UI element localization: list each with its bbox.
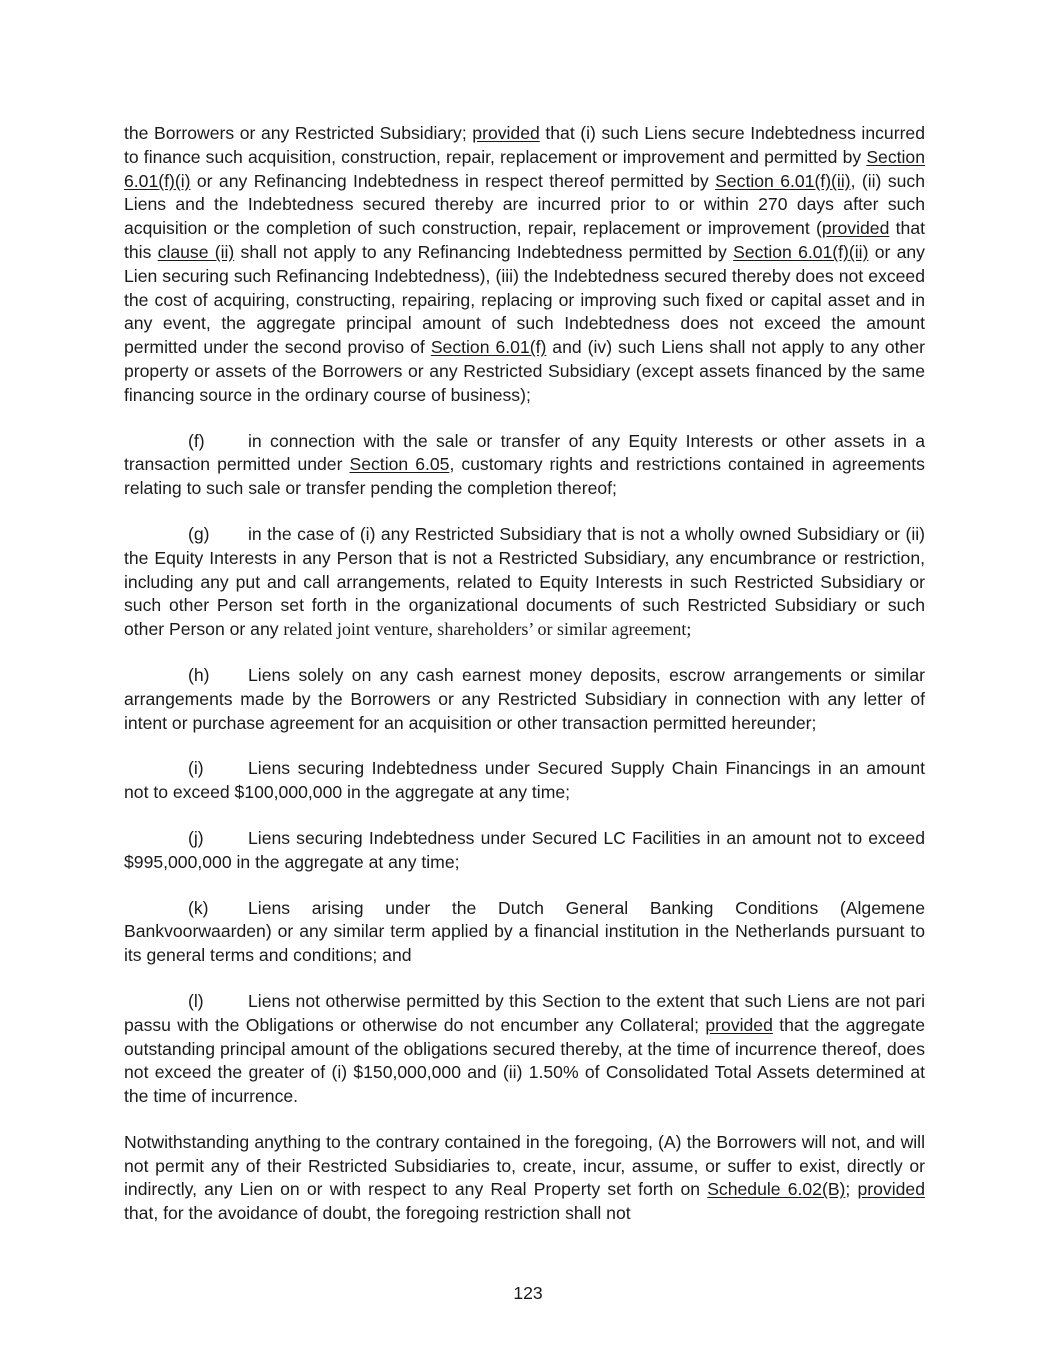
- text-run: and (iv) such Liens shall not apply to any other property or assets of the Borrowers or any Restricted Subsidiary (except assets financed by the same financing source in the ordinary course of business);: [124, 337, 925, 405]
- text-run: Notwithstanding anything to the contrary contained in the foregoing, (A) the Borrowers will not, and will not permit any of their Restricted Subsidiaries to, create, incur, assume, or suffer to exist, directly or indirectly, any Lien on or with respect to any Real Property set forth on: [124, 1131, 925, 1200]
- schedule-reference: Schedule 6.02(B): [707, 1179, 846, 1200]
- clause-j: [124, 827, 925, 875]
- clause-marker: (k): [188, 897, 209, 918]
- text-run: that this: [124, 218, 925, 262]
- text-run: , customary rights and restrictions contained in agreements relating to such sale or transfer pending the completion thereof;: [124, 454, 925, 499]
- underlined-term: provided: [857, 1179, 925, 1200]
- clause-marker: (i): [188, 758, 204, 779]
- page-number: 123: [513, 1283, 543, 1303]
- text-run: Liens solely on any cash earnest money deposits, escrow arrangements or similar arrangements made by the Borrowers or any Restricted Subsidiary in connection with any letter of intent or purchase agreement for an acquisition or other transaction permitted hereunder;: [124, 664, 925, 733]
- text-run: that, for the avoidance of doubt, the foregoing restriction shall not: [124, 1203, 631, 1224]
- clause-marker: (h): [188, 664, 210, 685]
- text-run: , (ii) such Liens and the Indebtedness secured thereby are incurred prior to or within 270 days after such acquisition or the completion of such construction, repair, replacement or improvement (: [124, 170, 925, 239]
- text-run: shall not apply to any Refinancing Indebtedness permitted by: [234, 241, 734, 262]
- text-run: Liens not otherwise permitted by this Section to the extent that such Liens are not pari passu with the Obligations or otherwise do not encumber any Collateral;: [124, 990, 925, 1035]
- clause-marker: (f): [188, 430, 205, 451]
- section-reference: Section 6.01(f)(ii): [733, 241, 869, 262]
- clause-h: [124, 664, 925, 735]
- section-reference: Section 6.01(f): [430, 337, 547, 358]
- section-reference: Section 6.01(f)(ii): [715, 170, 851, 191]
- clause-reference: clause (ii): [157, 241, 235, 262]
- underlined-term: provided: [705, 1014, 773, 1035]
- underlined-term: provided: [472, 123, 540, 143]
- clause-g: [124, 523, 925, 642]
- text-run-serif: related joint venture, shareholders’ or similar agreement;: [283, 619, 692, 640]
- text-run: that the aggregate outstanding principal amount of the obligations secured thereby, at the time of incurrence thereof, does not exceed the greater of (i) $150,000,000 and (ii) 1.50% of Consolidated Total Assets determined at the time of incurrence.: [124, 1014, 925, 1107]
- paragraph-e-continuation: [124, 122, 925, 408]
- text-run: or any Lien securing such Refinancing Indebtedness), (iii) the Indebtedness secured thereby does not exceed the cost of acquiring, constructing, repairing, replacing or improving such fixed or capital asset and in any event, the aggregate principal amount of such Indebtedness does not exceed the amount permitted under the second proviso of: [124, 241, 925, 358]
- underlined-term: provided: [821, 218, 890, 239]
- text-run: in the case of (i) any Restricted Subsidiary that is not a wholly owned Subsidiary or (ii) the Equity Interests in any Person that is not a Restricted Subsidiary, any encumbrance or restriction, including any put and call arrangements, related to Equity Interests in such Restricted Subsidiary or such other Person set forth in the organizational documents of such Restricted Subsidiary or such other Person or any: [124, 523, 925, 640]
- text-run: that (i) such Liens secure Indebtedness incurred to finance such acquisition, construction, repair, replacement or improvement and permitted by: [124, 123, 925, 167]
- document-body: [124, 122, 925, 1226]
- clause-i: [124, 757, 925, 805]
- clause-marker: (l): [188, 990, 204, 1011]
- notwithstanding-paragraph: [124, 1131, 925, 1226]
- text-run: the Borrowers or any Restricted Subsidiary;: [124, 123, 473, 143]
- text-run: Liens securing Indebtedness under Secured LC Facilities in an amount not to exceed $995,000,000 in the aggregate at any time;: [124, 827, 925, 872]
- clause-marker: (j): [188, 827, 204, 848]
- text-run: in connection with the sale or transfer of any Equity Interests or other assets in a transaction permitted under: [124, 430, 925, 475]
- clause-l: [124, 990, 925, 1109]
- text-run: or any Refinancing Indebtedness in respect thereof permitted by: [190, 170, 716, 191]
- text-run: Liens securing Indebtedness under Secured Supply Chain Financings in an amount not to exceed $100,000,000 in the aggregate at any time;: [124, 758, 925, 803]
- section-reference: Section 6.01(f)(i): [124, 146, 925, 191]
- text-run: Liens arising under the Dutch General Banking Conditions (Algemene Bankvoorwaarden) or any similar term applied by a financial institution in the Netherlands pursuant to its general terms and conditions; and: [124, 897, 925, 966]
- clause-marker: (g): [188, 523, 210, 544]
- section-reference: Section 6.05: [349, 454, 450, 475]
- clause-k: [124, 897, 925, 968]
- text-run: ;: [845, 1179, 858, 1200]
- clause-f: [124, 430, 925, 501]
